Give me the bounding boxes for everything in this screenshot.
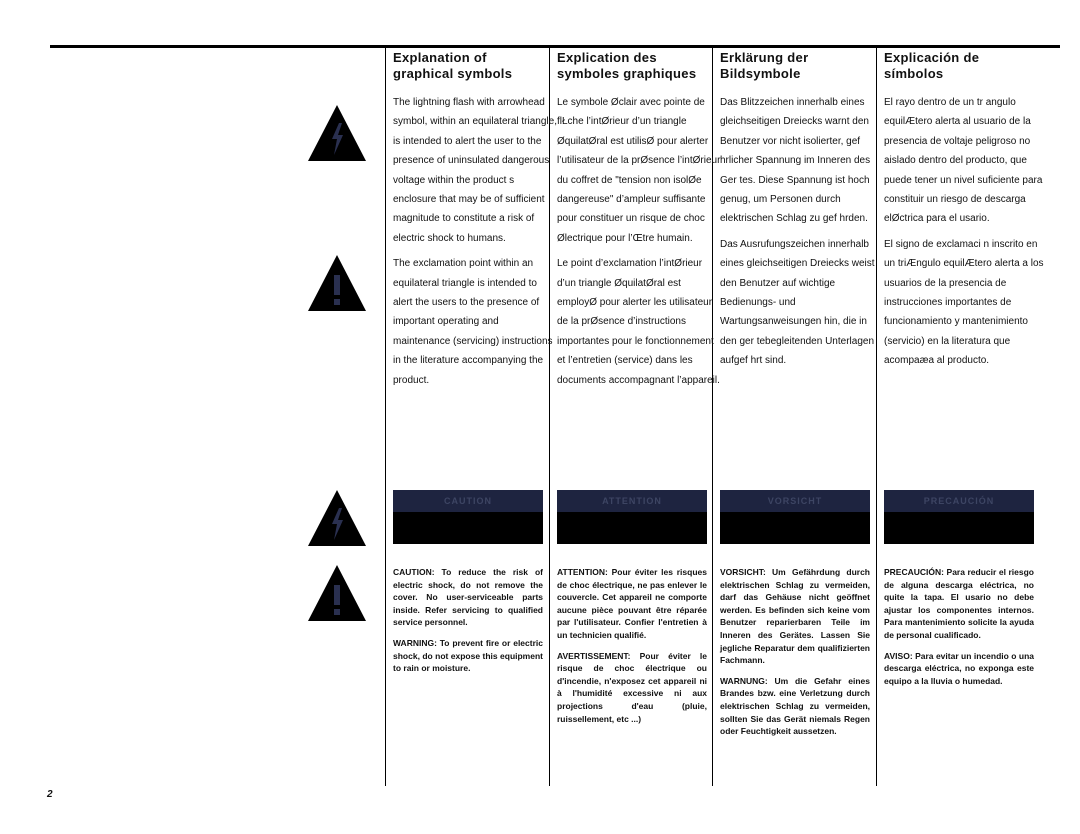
caution-note: ATTENTION: Pour éviter les risques de choc électrique, ne pas enlever le couvercle. Cet appareil ne comporte aucune pièce pouvant être réparée par l'utilisateur. Confier l'entretien à un technicien qualifié. [557,567,707,640]
warning-note: WARNING: To prevent fire or electric shock, do not expose this equipment to rain or moisture. [393,637,543,674]
exclamation-explanation: The exclamation point within an equilateral triangle is intended to alert the users to the presence of important operating and maintenance (servicing) instructions in the literature accompanying the product. [393,258,553,386]
warning-note: AVERTISSEMENT: Pour éviter le risque de choc électrique ou d'incendie, n'exposez cet appareil ni à l'humidité excessive ni aux projections d'eau (pluie, ruissellement, etc ...) [557,650,707,724]
exclamation-triangle-icon [308,565,366,621]
column-german [720,50,884,82]
lightning-explanation: El rayo dentro de un tr angulo equilÆtero alerta al usuario de la presencia de voltaje peligroso no aislado dentro del producto, que puede tener un nivel suficiente para constituir un riesgo de descarga elØctrica para el usario. [884,97,1043,225]
caution-label-bar: VORSICHT [720,490,870,512]
exclamation-triangle-icon [308,255,366,311]
column-english [393,50,557,82]
warning-note: AVISO: Para evitar un incendio o una descarga eléctrica, no exponga este equipo a la lluvia o humedad. [884,650,1034,686]
top-rule [50,45,1060,48]
warning-notes [393,566,543,683]
exclamation-explanation: Le point d’exclamation l’intØrieur d’un triangle ØquilatØral est employØ pour alerter les utilisateur de la prØsence d’instructions importantes pour le fonctionnement et l’entretien (service) dans les documents accompagnant l’appareil. [557,258,720,386]
column-heading: Explanation of graphical symbols [393,50,513,81]
warning-notes [884,566,1034,695]
caution-label-bar: CAUTION [393,490,543,512]
lightning-triangle-icon [308,490,366,546]
caution-label-box [393,490,543,544]
page-number: 2 [47,789,53,800]
column-divider [385,48,386,786]
warning-note: WARNUNG: Um die Gefahr eines Brandes bzw. eine Verletzung durch elektrischen Schlag zu vermeiden, sollten Sie das Gerät niemals Regen oder Feuchtigkeit aussetzen. [720,675,870,737]
lightning-triangle-icon [308,105,366,161]
caution-note: VORSICHT: Um Gefährdung durch elektrischen Schlag zu vermeiden, darf das Gehäuse nicht geöffnet werden. Es befinden sich keine vom Benutzer reparierbaren Teile im Inneren des Gerätes. Lassen Sie jegliche Reparatur dem qualifizierten Fachmann. [720,567,870,666]
exclamation-explanation: Das Ausrufungszeichen innerhalb eines gleichseitigen Dreiecks weist den Benutzer auf wichtige Bedienungs- und Wartungsanweisungen hin, die in den ger tebegleitenden Unterlagen aufgef hrt sind. [720,238,875,367]
symbols-explanation [393,93,557,396]
column-heading: Explication des symboles graphiques [557,50,697,81]
warning-notes [557,566,707,733]
lightning-explanation: Le symbole Øclair avec pointe de flŁche l’intØrieur d’un triangle ØquilatØral est utilisØ pour alerter l’utilisateur de la prØsence l’intØrieur du coffret de "tension non isolØe dangereuse" d’ampleur suffisante pour constituer un risque de choc Ølectrique pour l’Œtre humain. [557,97,721,244]
caution-label-box [557,490,707,544]
column-heading: Explicación de símbolos [884,50,980,81]
symbols-explanation [557,93,721,396]
column-heading: Erklärung der Bildsymbole [720,50,809,81]
caution-label-bar: PRECAUCIÓN [884,490,1034,512]
caution-label-bar: ATTENTION [557,490,707,512]
warning-notes [720,566,870,746]
caution-label-box [720,490,870,544]
lightning-explanation: Das Blitzzeichen innerhalb eines gleichseitigen Dreiecks warnt den Benutzer vor nicht isolierter, gef hrlicher Spannung im Inneren des Ger tes. Diese Spannung ist hoch genug, um Personen durch elektrischen Schlag zu gef hrden. [720,97,871,225]
exclamation-explanation: El signo de exclamaci n inscrito en un triÆngulo equilÆtero alerta a los usuarios de la presencia de instrucciones importantes de funcionamiento y mantenimiento (servicio) en la literatura que acompaæa al producto. [884,238,1044,367]
column-french [557,50,721,82]
symbols-explanation [720,93,884,377]
caution-note: CAUTION: To reduce the risk of electric shock, do not remove the cover. No user-serviceable parts inside. Refer servicing to qualified service personnel. [393,567,543,628]
column-spanish [884,50,1048,82]
caution-note: PRECAUCIÓN: Para reducir el riesgo de alguna descarga eléctrica, no quite la tapa. El usario no debe ajustar los componentes internos. Para mantenimiento solicite la ayuda de personal cualificado. [884,567,1034,640]
symbols-explanation [884,93,1048,377]
caution-label-box [884,490,1034,544]
lightning-explanation: The lightning flash with arrowhead symbol, within an equilateral triangle, is intended to alert the user to the presence of uninsulated dangerous voltage within the product s enclosure that may be of sufficient magnitude to constitute a risk of electric shock to humans. [393,97,557,244]
